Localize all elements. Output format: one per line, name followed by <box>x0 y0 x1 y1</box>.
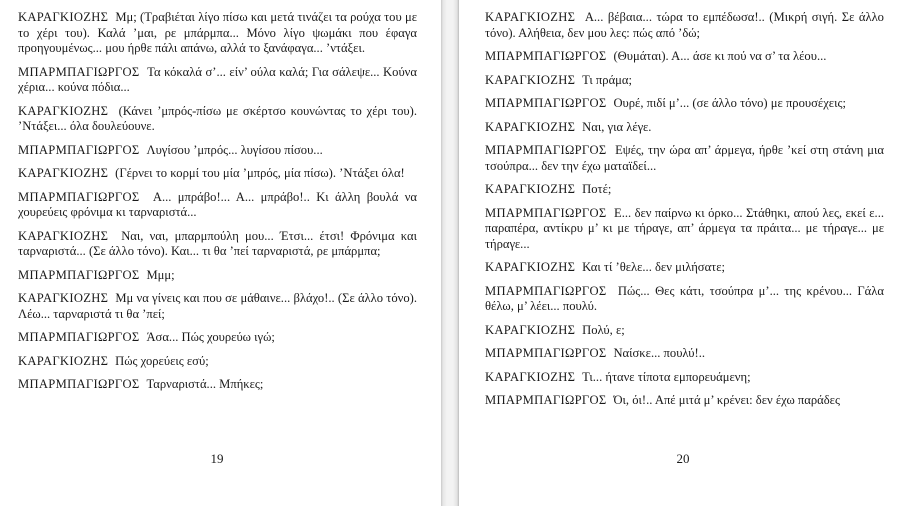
dialogue-text: Ουρέ, πιδί μ’... (σε άλλο τόνο) με προυσέχεις; <box>613 96 846 110</box>
dialogue-text: Μμ να γίνεις και που σε μάθαινε... βλάχο!.. (Σε άλλο τόνο). Λέω... ταρναριστά τι θα ’πεί; <box>18 291 417 321</box>
dialogue-line <box>485 323 884 339</box>
speaker-name: ΚΑΡΑΓΚΙΟΖΗΣ <box>485 72 576 87</box>
dialogue-text: Ταρναριστά... Μπήκες; <box>146 377 264 391</box>
dialogue-text: Μμμ; <box>146 267 175 282</box>
dialogue-line <box>18 268 417 284</box>
left-page <box>0 0 441 506</box>
dialogue-text: (Κάνει ’μπρός-πίσω με σκέρτσο κουνώντας το χέρι του). ’Ντάξει... όλα δουλεύουνε. <box>18 103 417 133</box>
dialogue-line <box>485 284 884 315</box>
dialogue-line <box>485 49 884 65</box>
speaker-name: ΜΠΑΡΜΠΑΓΙΩΡΓΟΣ <box>485 143 607 157</box>
speaker-name: ΚΑΡΑΓΚΙΟΖΗΣ <box>18 228 109 243</box>
dialogue-line <box>18 104 417 135</box>
speaker-name: ΜΠΑΡΜΠΑΓΙΩΡΓΟΣ <box>485 96 607 110</box>
dialogue-text: Τι... ήτανε τίποτα εμπορευάμενη; <box>582 369 751 384</box>
dialogue-line <box>485 96 884 112</box>
dialogue-text: (Γέρνει το κορμί του μία ’μπρός, μία πίσω). ’Ντάξει όλα! <box>115 166 405 180</box>
speaker-name: ΜΠΑΡΜΠΑΓΙΩΡΓΟΣ <box>485 393 607 407</box>
speaker-name: ΜΠΑΡΜΠΑΓΙΩΡΓΟΣ <box>485 346 607 360</box>
dialogue-text: Ναι, ναι, μπαρμπούλη μου... Έτσι... έτσι! Φρόνιμα και ταρναριστά... (Σε άλλο τόνο). Και... τι θα ’πεί ταρναριστά, ρε μπάρμπα; <box>18 228 417 258</box>
dialogue-text: Ε... δεν παίρνω κι όρκο... Στάθηκι, απού λες, εκεί ε... παραπέρα, αντίκρυ μ’ κι με τήραγε, απ’ άρμεγα τα πράιτα... με τήραγε... με τήραγε... <box>485 205 884 251</box>
speaker-name: ΚΑΡΑΓΚΙΟΖΗΣ <box>18 10 109 24</box>
speaker-name: ΜΠΑΡΜΠΑΓΙΩΡΓΟΣ <box>18 377 140 391</box>
speaker-name: ΚΑΡΑΓΚΙΟΖΗΣ <box>485 369 576 384</box>
dialogue-line <box>18 291 417 322</box>
speaker-name: ΚΑΡΑΓΚΙΟΖΗΣ <box>485 260 576 274</box>
speaker-name: ΚΑΡΑΓΚΙΟΖΗΣ <box>485 322 576 337</box>
dialogue-text: Άσα... Πώς χουρεύω ιγώ; <box>146 330 275 344</box>
dialogue-line <box>485 260 884 276</box>
speaker-name: ΜΠΑΡΜΠΑΓΙΩΡΓΟΣ <box>485 205 607 220</box>
speaker-name: ΜΠΑΡΜΠΑΓΙΩΡΓΟΣ <box>18 142 140 157</box>
speaker-name: ΜΠΑΡΜΠΑΓΙΩΡΓΟΣ <box>18 189 140 204</box>
left-page-text <box>18 10 417 401</box>
speaker-name: ΚΑΡΑΓΚΙΟΖΗΣ <box>18 353 109 368</box>
speaker-name: ΚΑΡΑΓΚΙΟΖΗΣ <box>18 291 109 305</box>
dialogue-text: Όι, όι!.. Απέ μιτά μ’ κρένει: δεν έχω παράδες <box>613 393 840 407</box>
dialogue-line <box>18 10 417 57</box>
dialogue-text: Μμ; (Τραβιέται λίγο πίσω και μετά τινάζει τα ρούχα του με το χέρι του). Καλά ’μαι, ρε μπάρμπα... Μόνο λίγο ψωμάκι που έφαγα προηγουμένως... μου ήρθε πάλι απάνω, αλλά το ξανάφαγα... ’ντάξει. <box>18 10 417 55</box>
dialogue-line <box>485 143 884 174</box>
dialogue-line <box>485 182 884 198</box>
dialogue-text: Τα κόκαλά σ’... είν’ ούλα καλά; Για σάλεψε... Κούνα χέρια... κούνα πόδια... <box>18 64 417 94</box>
right-page-text <box>485 10 884 417</box>
dialogue-line <box>18 65 417 96</box>
speaker-name: ΚΑΡΑΓΚΙΟΖΗΣ <box>18 103 109 118</box>
dialogue-text: Ναι, για λέγε. <box>582 119 652 134</box>
dialogue-text: Και τί ’θελε... δεν μιλήσατε; <box>582 260 726 274</box>
dialogue-line <box>485 120 884 136</box>
dialogue-text: Εψές, την ώρα απ’ άρμεγα, ήρθε ’κεί στη στάνη μια τσούπρα... δεν την έχω ματαϊδεί... <box>485 143 884 173</box>
dialogue-line <box>18 166 417 182</box>
dialogue-line <box>18 190 417 221</box>
dialogue-line <box>485 206 884 253</box>
dialogue-text: Πολύ, ε; <box>582 322 625 337</box>
dialogue-text: Ποτέ; <box>582 182 612 196</box>
speaker-name: ΜΠΑΡΜΠΑΓΙΩΡΓΟΣ <box>18 330 140 344</box>
speaker-name: ΚΑΡΑΓΚΙΟΖΗΣ <box>18 166 109 180</box>
left-page-number: 19 <box>210 451 224 466</box>
speaker-name: ΚΑΡΑΓΚΙΟΖΗΣ <box>485 119 576 134</box>
dialogue-text: Ναίσκε... πουλύ!.. <box>613 346 706 360</box>
dialogue-text: Λυγίσου ’μπρός... λυγίσου πίσου... <box>146 142 323 157</box>
dialogue-text: (Θυμάται). Α... άσε κι πού να σ’ τα λέου... <box>613 49 827 63</box>
dialogue-line <box>485 73 884 89</box>
speaker-name: ΜΠΑΡΜΠΑΓΙΩΡΓΟΣ <box>485 49 607 63</box>
dialogue-line <box>18 330 417 346</box>
speaker-name: ΚΑΡΑΓΚΙΟΖΗΣ <box>485 10 576 24</box>
speaker-name: ΜΠΑΡΜΠΑΓΙΩΡΓΟΣ <box>18 267 140 282</box>
speaker-name: ΚΑΡΑΓΚΙΟΖΗΣ <box>485 182 576 196</box>
speaker-name: ΜΠΑΡΜΠΑΓΙΩΡΓΟΣ <box>18 64 140 79</box>
dialogue-line <box>18 143 417 159</box>
dialogue-line <box>485 393 884 409</box>
right-page <box>459 0 901 506</box>
dialogue-text: Πώς χορεύεις εσύ; <box>115 353 209 368</box>
dialogue-text: Α... μπράβο!... Α... μπράβο!.. Κι άλλη βουλά να χουρεύεις φρόνιμα κι ταρναριστά... <box>18 189 417 219</box>
dialogue-text: Τι πράμα; <box>582 72 633 87</box>
dialogue-text: Α... βέβαια... τώρα το εμπέδωσα!.. (Μικρή σιγή. Σε άλλο τόνο). Αλήθεια, δεν μου λες: πώς από ’δώ; <box>485 10 884 40</box>
dialogue-line <box>485 346 884 362</box>
dialogue-line <box>18 229 417 260</box>
right-page-number: 20 <box>676 451 690 466</box>
dialogue-line <box>18 354 417 370</box>
dialogue-line <box>485 370 884 386</box>
dialogue-line <box>18 377 417 393</box>
speaker-name: ΜΠΑΡΜΠΑΓΙΩΡΓΟΣ <box>485 283 607 298</box>
page-gutter <box>441 0 459 506</box>
dialogue-line <box>485 10 884 41</box>
dialogue-text: Πώς... Θες κάτι, τσούπρα μ’... της κρένου... Γάλα θέλω, μ’ λέει... πουλύ. <box>485 283 884 313</box>
